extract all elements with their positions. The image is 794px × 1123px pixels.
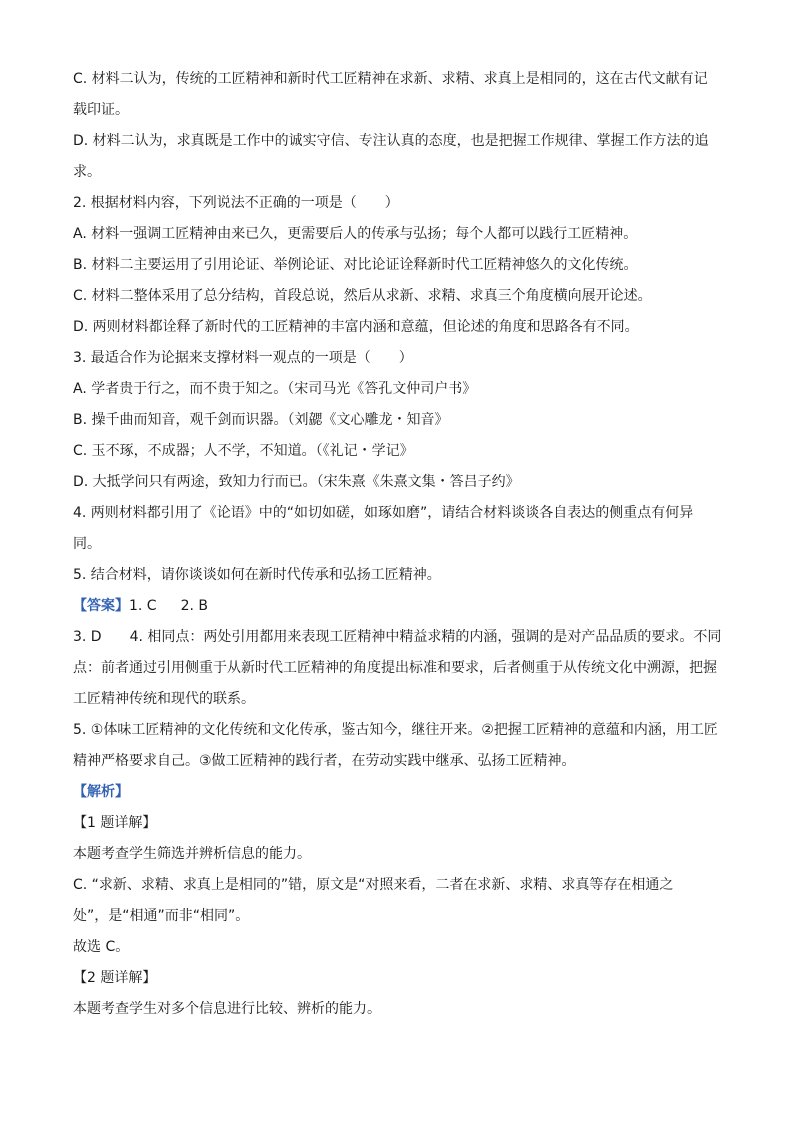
answer-line: 5. ①体味工匠精神的文化传统和文化传承，鉴古知今，继往开来。②把握工匠精神的意蕴和内涵，用工匠 [73,722,718,738]
analysis-subheading: 【2 题详解】 [73,970,157,986]
question-3: 3. 最适合作为论据来支撑材料一观点的一项是（ ） [73,350,413,366]
option-c: C. 材料二整体采用了总分结构，首段总说，然后从求新、求精、求真三个角度横向展开论述。 [73,288,652,304]
answer-line: 工匠精神传统和现代的联系。 [73,691,255,707]
option-a: A. 材料一强调工匠精神由来已久，更需要后人的传承与弘扬；每个人都可以践行工匠精神。 [73,226,638,242]
option-b: B. 材料二主要运用了引用论证、举例论证、对比论证诠释新时代工匠精神悠久的文化传统。 [73,257,638,273]
analysis-header-line [73,777,723,808]
analysis-line: 处”，是“相通”而非“相同”。 [73,908,250,924]
question-2: 2. 根据材料内容，下列说法不正确的一项是（ ） [73,195,399,211]
text-line: 求。 [73,164,101,180]
answer-header-line [73,591,723,622]
answer-line: 3. D 4. 相同点：两处引用都用来表现工匠精神中精益求精的内涵，强调的是对产品品质的要求。不同 [73,629,722,645]
option-b: B. 操千曲而知音，观千剑而识器。（刘勰《文心雕龙・知音》 [73,412,449,428]
option-c: C. 玉不琢，不成器；人不学，不知道。（《礼记・学记》 [73,443,414,459]
question-5: 5. 结合材料，请你谈谈如何在新时代传承和弘扬工匠精神。 [73,567,441,583]
answer-tag: 【答案】 [73,598,129,614]
answer-line: 点：前者通过引用侧重于从新时代工匠精神的角度提出标准和要求，后者侧重于从传统文化中溯源，把握 [73,660,717,676]
document-page [73,64,723,1025]
text-line: 同。 [73,536,101,552]
option-d: D. 两则材料都诠释了新时代的工匠精神的丰富内涵和意蕴，但论述的角度和思路各有不同。 [73,319,639,335]
analysis-tag: 【解析】 [73,784,129,800]
text-line: D. 材料二认为，求真既是工作中的诚实守信、专注认真的态度，也是把握工作规律、掌握工作方法的追 [73,133,709,149]
analysis-line: 本题考查学生对多个信息进行比较、辨析的能力。 [73,1001,381,1017]
analysis-line: 本题考查学生筛选并辨析信息的能力。 [73,846,311,862]
analysis-line: C. “求新、求精、求真上是相同的”错，原文是“对照来看，二者在求新、求精、求真等存在相通之 [73,877,674,893]
text-line: C. 材料二认为，传统的工匠精神和新时代工匠精神在求新、求精、求真上是相同的，这在古代文献有记 [73,71,708,87]
question-4: 4. 两则材料都引用了《论语》中的“如切如磋，如琢如磨”，请结合材料谈谈各自表达的侧重点有何异 [73,505,694,521]
option-d: D. 大抵学问只有两途，致知力行而已。（宋朱熹《朱熹文集・答吕子约》 [73,474,520,490]
text-line: 载印证。 [73,102,129,118]
analysis-subheading: 【1 题详解】 [73,815,157,831]
answer-line: 精神严格要求自己。③做工匠精神的践行者，在劳动实践中继承、弘扬工匠精神。 [73,753,576,769]
option-a: A. 学者贵于行之，而不贵于知之。（宋司马光《答孔文仲司户书》 [73,381,477,397]
analysis-line: 故选 C。 [73,939,130,955]
answer-q1: 1. C [129,598,157,614]
answer-q2: 2. B [180,598,209,614]
